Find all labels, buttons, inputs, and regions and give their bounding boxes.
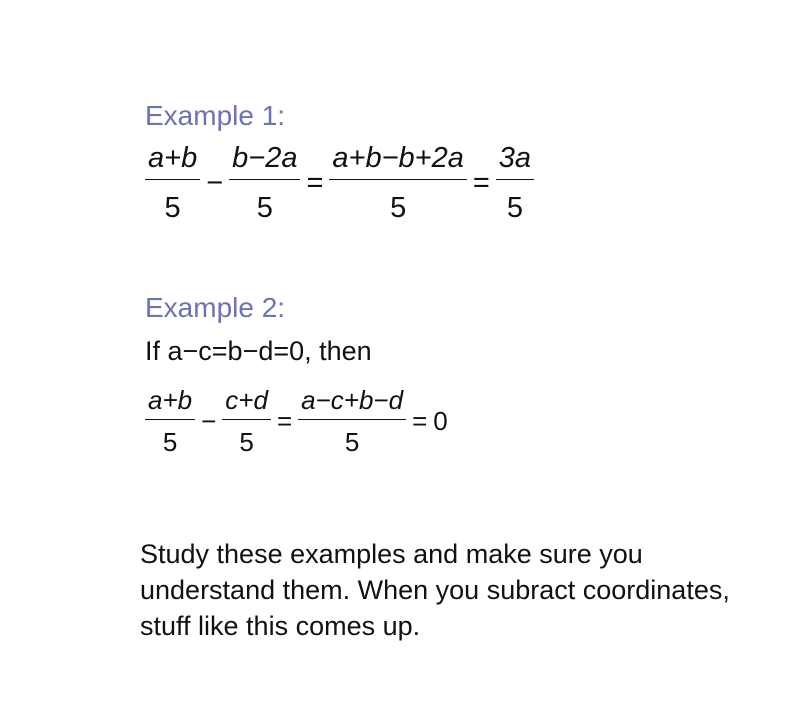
fraction-3 xyxy=(329,142,466,226)
denominator: 5 xyxy=(256,192,273,225)
equals-operator: = xyxy=(306,167,324,200)
result-value: 0 xyxy=(433,406,448,437)
equals-operator: = xyxy=(412,406,428,437)
denominator: 5 xyxy=(390,192,407,225)
example-1-heading: Example 1: xyxy=(145,100,286,131)
denominator: 5 xyxy=(162,426,178,457)
denominator: 5 xyxy=(506,192,523,225)
numerator: c+d xyxy=(225,385,268,415)
fraction-2 xyxy=(222,386,271,458)
numerator: a+b xyxy=(148,142,198,174)
numerator: 3a xyxy=(498,142,532,174)
example-2-equation xyxy=(145,386,448,458)
minus-operator: − xyxy=(201,406,217,437)
fraction-1 xyxy=(145,386,195,458)
example-1-equation xyxy=(145,142,534,226)
example-2-condition: If a−c=b−d=0, then xyxy=(145,336,372,366)
equals-operator: = xyxy=(276,406,293,437)
minus-operator: − xyxy=(206,167,224,200)
fraction-3 xyxy=(298,386,406,458)
numerator: a−c+b−d xyxy=(301,385,404,415)
equals-operator: = xyxy=(472,167,490,200)
example-2-heading: Example 2: xyxy=(145,292,286,323)
numerator: a+b−b+2a xyxy=(332,142,464,174)
fraction-4 xyxy=(496,142,534,226)
denominator: 5 xyxy=(344,426,360,457)
denominator: 5 xyxy=(164,192,181,225)
denominator: 5 xyxy=(239,426,254,457)
study-note: Study these examples and make sure you understand them. When you subract coordinates, stuff like this comes up. xyxy=(140,539,730,641)
numerator: b−2a xyxy=(232,142,298,174)
fraction-1 xyxy=(145,142,200,226)
fraction-2 xyxy=(229,142,300,226)
numerator: a+b xyxy=(148,385,193,415)
